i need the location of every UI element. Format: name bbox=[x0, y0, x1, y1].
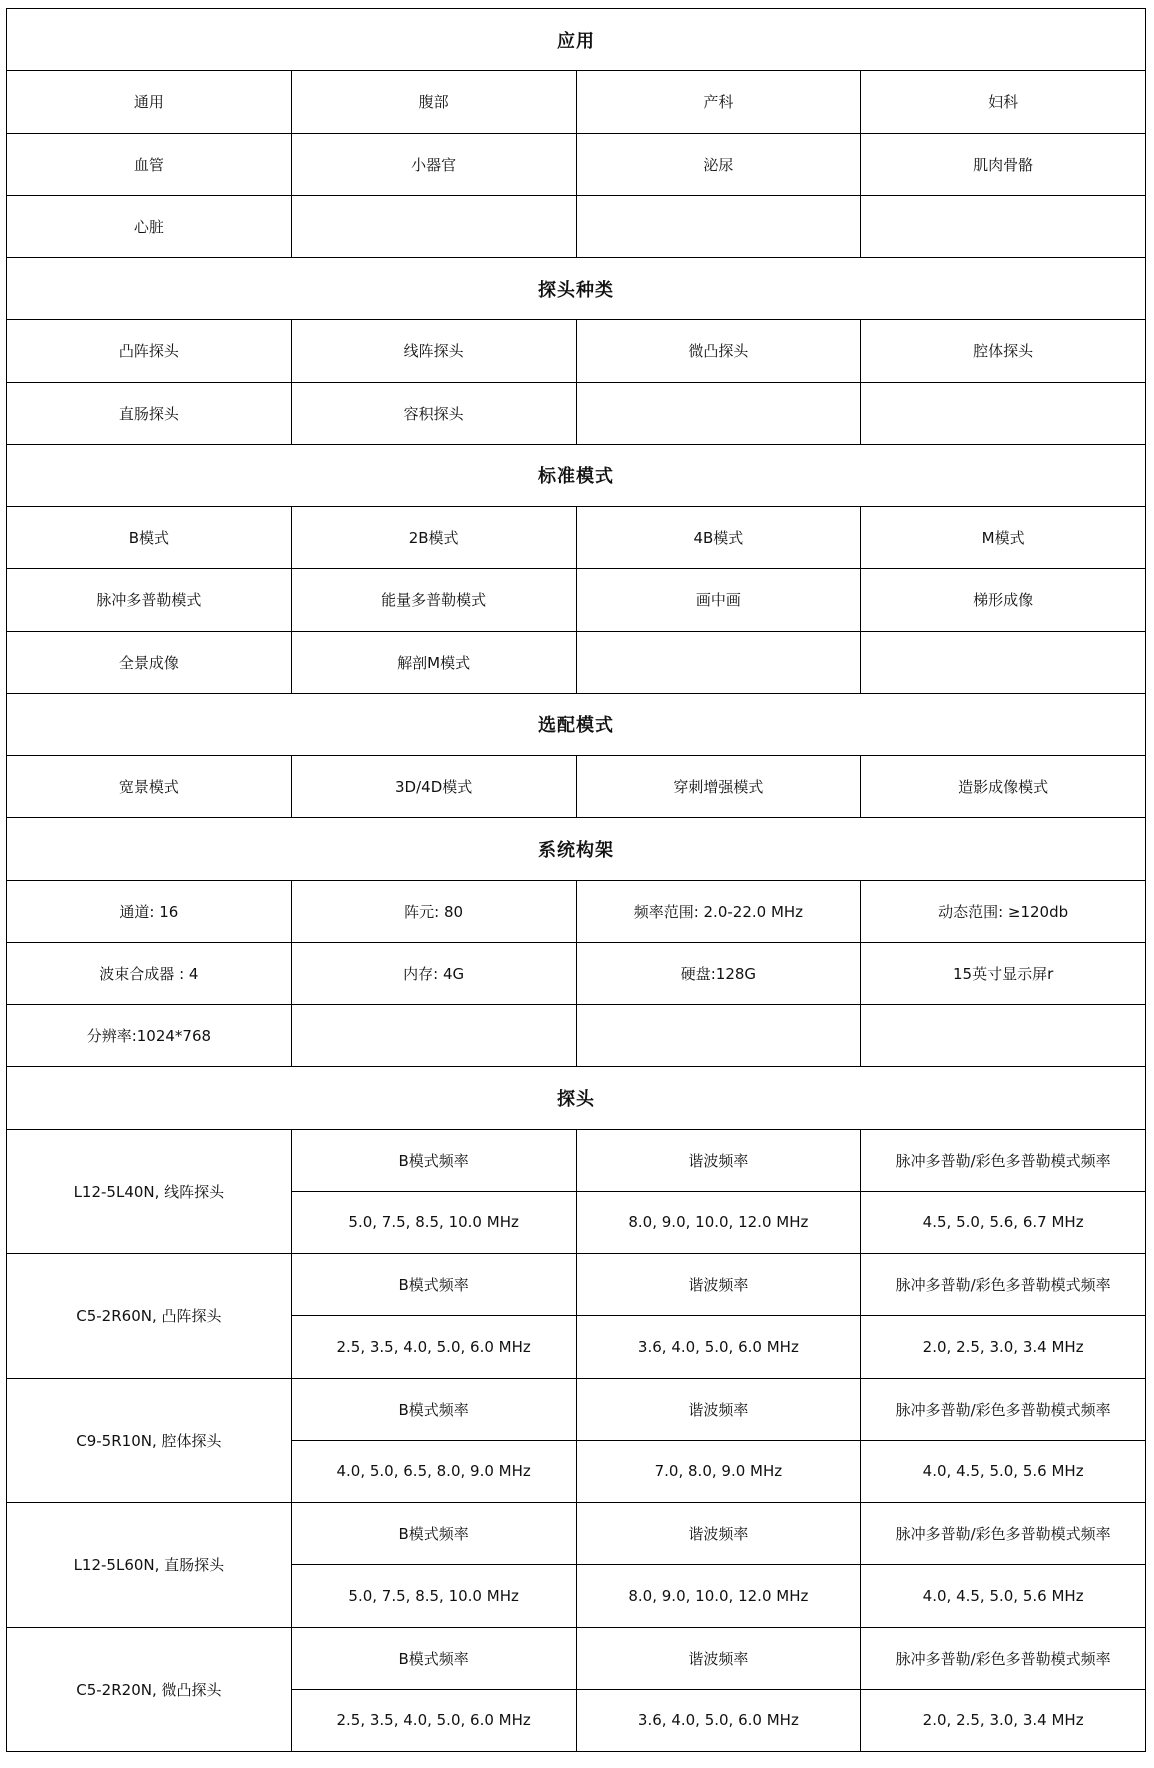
section-title-applications: 应用 bbox=[7, 9, 1146, 71]
harmonic-frequency-value: 7.0, 8.0, 9.0 MHz bbox=[576, 1440, 861, 1502]
probe-type-cell: 腔体探头 bbox=[861, 320, 1146, 382]
spec-table bbox=[6, 8, 1146, 1752]
probe-model-cell: C9-5R10N, 腔体探头 bbox=[7, 1378, 292, 1503]
section-title-standard-modes: 标准模式 bbox=[7, 444, 1146, 506]
standard-mode-cell: 解剖M模式 bbox=[291, 631, 576, 693]
harmonic-frequency-value: 3.6, 4.0, 5.0, 6.0 MHz bbox=[576, 1689, 861, 1751]
standard-mode-cell: 梯形成像 bbox=[861, 569, 1146, 631]
harmonic-frequency-value: 8.0, 9.0, 10.0, 12.0 MHz bbox=[576, 1565, 861, 1627]
harmonic-frequency-value: 8.0, 9.0, 10.0, 12.0 MHz bbox=[576, 1191, 861, 1253]
application-cell: 血管 bbox=[7, 133, 292, 195]
doppler-frequency-header: 脉冲多普勒/彩色多普勒模式频率 bbox=[861, 1129, 1146, 1191]
harmonic-frequency-header: 谐波频率 bbox=[576, 1627, 861, 1689]
system-spec-cell: 频率范围: 2.0-22.0 MHz bbox=[576, 880, 861, 942]
b-mode-frequency-header: B模式频率 bbox=[291, 1627, 576, 1689]
standard-mode-cell: 脉冲多普勒模式 bbox=[7, 569, 292, 631]
harmonic-frequency-header: 谐波频率 bbox=[576, 1254, 861, 1316]
probe-type-cell: 直肠探头 bbox=[7, 382, 292, 444]
b-mode-frequency-value: 2.5, 3.5, 4.0, 5.0, 6.0 MHz bbox=[291, 1316, 576, 1378]
doppler-frequency-header: 脉冲多普勒/彩色多普勒模式频率 bbox=[861, 1503, 1146, 1565]
b-mode-frequency-header: B模式频率 bbox=[291, 1503, 576, 1565]
system-spec-cell: 波束合成器 : 4 bbox=[7, 942, 292, 1004]
system-spec-cell: 通道: 16 bbox=[7, 880, 292, 942]
empty-cell bbox=[576, 631, 861, 693]
section-title-probe-types: 探头种类 bbox=[7, 258, 1146, 320]
probe-model-cell: C5-2R60N, 凸阵探头 bbox=[7, 1254, 292, 1379]
empty-cell bbox=[291, 1005, 576, 1067]
standard-mode-cell: 画中画 bbox=[576, 569, 861, 631]
b-mode-frequency-header: B模式频率 bbox=[291, 1378, 576, 1440]
empty-cell bbox=[861, 1005, 1146, 1067]
b-mode-frequency-header: B模式频率 bbox=[291, 1254, 576, 1316]
application-cell: 肌肉骨骼 bbox=[861, 133, 1146, 195]
probe-model-cell: L12-5L60N, 直肠探头 bbox=[7, 1503, 292, 1628]
empty-cell bbox=[576, 1005, 861, 1067]
system-spec-cell: 内存: 4G bbox=[291, 942, 576, 1004]
probe-type-cell: 线阵探头 bbox=[291, 320, 576, 382]
doppler-frequency-header: 脉冲多普勒/彩色多普勒模式频率 bbox=[861, 1254, 1146, 1316]
doppler-frequency-value: 4.5, 5.0, 5.6, 6.7 MHz bbox=[861, 1191, 1146, 1253]
application-cell: 小器官 bbox=[291, 133, 576, 195]
standard-mode-cell: M模式 bbox=[861, 507, 1146, 569]
probe-model-cell: C5-2R20N, 微凸探头 bbox=[7, 1627, 292, 1752]
empty-cell bbox=[291, 195, 576, 257]
b-mode-frequency-value: 5.0, 7.5, 8.5, 10.0 MHz bbox=[291, 1191, 576, 1253]
standard-mode-cell: 4B模式 bbox=[576, 507, 861, 569]
probe-type-cell: 凸阵探头 bbox=[7, 320, 292, 382]
doppler-frequency-value: 2.0, 2.5, 3.0, 3.4 MHz bbox=[861, 1316, 1146, 1378]
optional-mode-cell: 3D/4D模式 bbox=[291, 756, 576, 818]
system-spec-cell: 硬盘:128G bbox=[576, 942, 861, 1004]
application-cell: 心脏 bbox=[7, 195, 292, 257]
b-mode-frequency-value: 5.0, 7.5, 8.5, 10.0 MHz bbox=[291, 1565, 576, 1627]
standard-mode-cell: B模式 bbox=[7, 507, 292, 569]
doppler-frequency-value: 4.0, 4.5, 5.0, 5.6 MHz bbox=[861, 1565, 1146, 1627]
system-spec-cell: 阵元: 80 bbox=[291, 880, 576, 942]
section-title-probes: 探头 bbox=[7, 1067, 1146, 1129]
doppler-frequency-header: 脉冲多普勒/彩色多普勒模式频率 bbox=[861, 1627, 1146, 1689]
probe-model-cell: L12-5L40N, 线阵探头 bbox=[7, 1129, 292, 1254]
harmonic-frequency-header: 谐波频率 bbox=[576, 1378, 861, 1440]
b-mode-frequency-header: B模式频率 bbox=[291, 1129, 576, 1191]
system-spec-cell: 分辨率:1024*768 bbox=[7, 1005, 292, 1067]
harmonic-frequency-header: 谐波频率 bbox=[576, 1129, 861, 1191]
section-title-system: 系统构架 bbox=[7, 818, 1146, 880]
doppler-frequency-header: 脉冲多普勒/彩色多普勒模式频率 bbox=[861, 1378, 1146, 1440]
optional-mode-cell: 造影成像模式 bbox=[861, 756, 1146, 818]
doppler-frequency-value: 2.0, 2.5, 3.0, 3.4 MHz bbox=[861, 1689, 1146, 1751]
optional-mode-cell: 穿刺增强模式 bbox=[576, 756, 861, 818]
empty-cell bbox=[861, 195, 1146, 257]
standard-mode-cell: 能量多普勒模式 bbox=[291, 569, 576, 631]
harmonic-frequency-value: 3.6, 4.0, 5.0, 6.0 MHz bbox=[576, 1316, 861, 1378]
probe-type-cell: 微凸探头 bbox=[576, 320, 861, 382]
harmonic-frequency-header: 谐波频率 bbox=[576, 1503, 861, 1565]
application-cell: 妇科 bbox=[861, 71, 1146, 133]
standard-mode-cell: 全景成像 bbox=[7, 631, 292, 693]
empty-cell bbox=[576, 195, 861, 257]
application-cell: 泌尿 bbox=[576, 133, 861, 195]
probe-type-cell: 容积探头 bbox=[291, 382, 576, 444]
b-mode-frequency-value: 4.0, 5.0, 6.5, 8.0, 9.0 MHz bbox=[291, 1440, 576, 1502]
application-cell: 产科 bbox=[576, 71, 861, 133]
empty-cell bbox=[861, 631, 1146, 693]
empty-cell bbox=[576, 382, 861, 444]
application-cell: 腹部 bbox=[291, 71, 576, 133]
standard-mode-cell: 2B模式 bbox=[291, 507, 576, 569]
system-spec-cell: 15英寸显示屏r bbox=[861, 942, 1146, 1004]
section-title-optional-modes: 选配模式 bbox=[7, 693, 1146, 755]
optional-mode-cell: 宽景模式 bbox=[7, 756, 292, 818]
system-spec-cell: 动态范围: ≥120db bbox=[861, 880, 1146, 942]
empty-cell bbox=[861, 382, 1146, 444]
application-cell: 通用 bbox=[7, 71, 292, 133]
doppler-frequency-value: 4.0, 4.5, 5.0, 5.6 MHz bbox=[861, 1440, 1146, 1502]
b-mode-frequency-value: 2.5, 3.5, 4.0, 5.0, 6.0 MHz bbox=[291, 1689, 576, 1751]
